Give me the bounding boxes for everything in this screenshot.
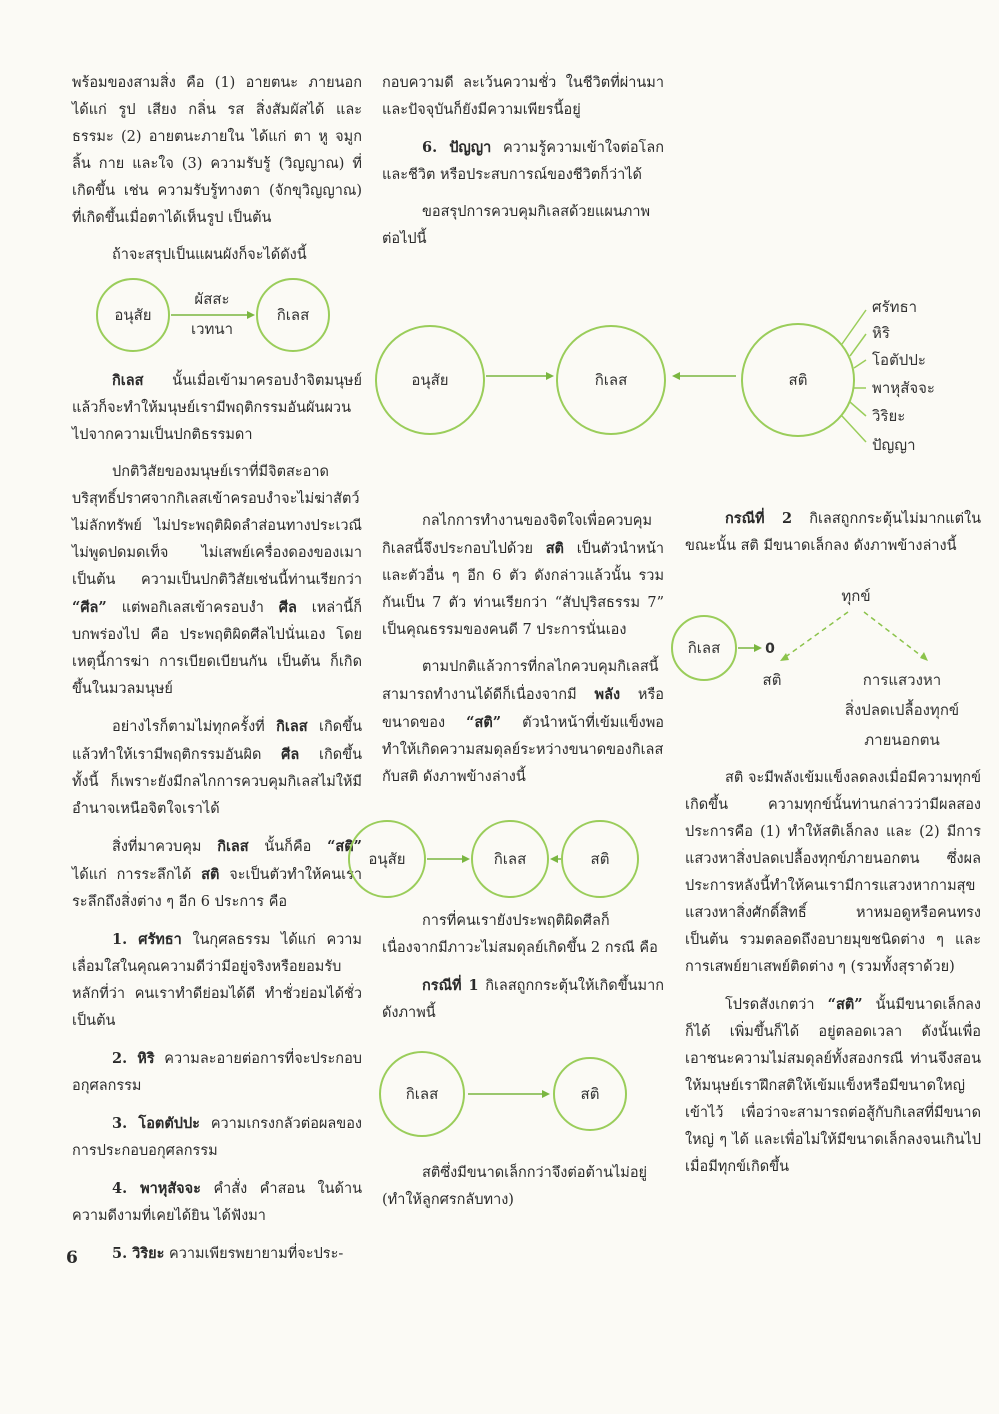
label-hiri: หิริ bbox=[872, 324, 890, 342]
paragraph bbox=[382, 972, 664, 1027]
bold-term: กรณีที่ 2 bbox=[725, 510, 793, 527]
label-kilesa: กิเลส bbox=[405, 1085, 439, 1103]
list-item bbox=[72, 1175, 362, 1230]
list-item bbox=[72, 1045, 362, 1100]
bold-term: พลัง bbox=[594, 686, 621, 703]
label-kilesa: กิเลส bbox=[687, 639, 721, 657]
arrow-head bbox=[542, 1090, 550, 1098]
label-relief: สิ่งปลดเปลื้องทุกข์ bbox=[844, 701, 960, 719]
paragraph bbox=[685, 765, 981, 981]
paragraph bbox=[72, 459, 362, 703]
column-middle-mid bbox=[382, 508, 664, 801]
text: กอบความดี ละเว้นความชั่ว ในชีวิตที่ผ่านมาและปัจจุบันก็ยังมีความเพียรนี้อยู่ bbox=[382, 75, 664, 118]
paragraph bbox=[685, 991, 981, 1181]
text: คำสั่ง คำสอน ในด้านความดีงามที่เคยได้ยิน ได้ฟังมา bbox=[72, 1181, 363, 1224]
dashed-line bbox=[864, 612, 924, 658]
label-viriya: วิริยะ bbox=[872, 407, 906, 425]
list-item bbox=[72, 1240, 362, 1268]
paragraph bbox=[72, 367, 362, 449]
label-anusai: อนุสัย bbox=[368, 850, 406, 868]
bold-term: “สติ” bbox=[466, 714, 502, 731]
ray-line bbox=[842, 416, 866, 442]
label-bahusacca: พาหุสัจจะ bbox=[872, 379, 935, 397]
bold-term: 6. ปัญญา bbox=[422, 139, 492, 156]
arrow-head bbox=[780, 653, 789, 661]
text: ถ้าจะสรุปเป็นแผนผังก็จะได้ดังนี้ bbox=[112, 247, 307, 263]
arrow-head bbox=[247, 311, 255, 319]
paragraph bbox=[72, 713, 362, 823]
bold-term: สติ bbox=[201, 866, 220, 883]
label-ottappa: โอตัปปะ bbox=[872, 351, 926, 369]
text: กิเลสถูกกระตุ้นไม่มากแต่ในขณะนั้น สติ มีขนาดเล็กลง ดังภาพข้างล่างนี้ bbox=[685, 511, 981, 554]
bold-term: กิเลส bbox=[217, 838, 249, 855]
paragraph bbox=[72, 242, 362, 269]
column-middle-lower bbox=[382, 908, 664, 1037]
text: ความละอายต่อการที่จะประกอบอกุศลกรรม bbox=[72, 1051, 362, 1094]
text: พร้อมของสามสิ่ง คือ (1) อายตนะ ภายนอก ได้แก่ รูป เสียง กลิ่น รส สิ่งสัมผัสได้ และ ธรรมะ (2) อายตนะภายใน ได้แก่ ตา หู จมูก ลิ้น กาย และใจ (3) ความรับรู้ (วิญญาณ) ที่เกิดขึ้น เช่น ความรับรู้ทางตา (จักขุวิญญาณ) ที่เกิดขึ้นเมื่อตาได้เห็นรูป เป็นต้น bbox=[72, 75, 362, 226]
label-seeking: การแสวงหา bbox=[862, 671, 942, 689]
text: กลไกการทำงานของจิตใจเพื่อควบคุมกิเลสนี้จึงประกอบไปด้วย bbox=[382, 513, 652, 557]
text: ขอสรุปการควบคุมกิเลสด้วยแผนภาพต่อไปนี้ bbox=[382, 204, 651, 247]
label-dukkha: ทุกข์ bbox=[841, 587, 871, 605]
bold-term: กิเลส bbox=[112, 372, 144, 389]
bold-term: 3. โอตตัปปะ bbox=[112, 1115, 200, 1132]
bold-term: 1. ศรัทธา bbox=[112, 931, 182, 948]
bold-term: กรณีที่ 1 bbox=[422, 977, 479, 994]
bold-term: สติ bbox=[545, 540, 564, 557]
dashed-line bbox=[784, 612, 848, 658]
paragraph bbox=[382, 199, 664, 253]
text: นั้นเมื่อเข้ามาครอบงำจิตมนุษย์ แล้วก็จะทำให้มนุษย์เรามีพฤติกรรมอันผันผวน ไปจากความเป็นปกติธรรมดา bbox=[72, 373, 362, 443]
label-phassa: ผัสสะ bbox=[194, 290, 230, 308]
label-sati: สติ bbox=[788, 371, 808, 389]
text: ตัวนำหน้าที่เข้มแข็งพอทำให้เกิดความสมดุลย์ระหว่างขนาดของกิเลส กับสติ ดังภาพข้างล่างนี้ bbox=[382, 715, 664, 785]
label-vedana: เวทนา bbox=[190, 320, 234, 338]
bold-term: “ศีล” bbox=[72, 599, 107, 616]
text: หรือขนาดของ bbox=[382, 687, 664, 731]
text: เกิดขึ้นแล้วทำให้เรามีพฤติกรรมอันผิด bbox=[72, 719, 362, 763]
paragraph bbox=[72, 70, 362, 232]
text: สติ จะมีพลังเข้มแข็งลดลงเมื่อมีความทุกข์เกิดขึ้น ความทุกข์นั้นท่านกล่าวว่ามีผลสองประการคือ (1) ทำให้สติเล็กลง และ (2) มีการแสวงหาสิ่งปลดเปลื้องทุกข์ภายนอกตน ซึ่งผลประการหลังนี้ทำให้คนเรามีการแสวงหากามสุข แสวงหาสิ่งศักดิ์สิทธิ์ หาหมอดูหรือคนทรง เป็นต้น รวมตลอดถึงอบายมุขชนิดต่าง ๆ และการเสพย์ยาเสพย์ติดต่าง ๆ (รวมทั้งสุราด้วย) bbox=[685, 770, 981, 975]
arrow-head bbox=[920, 652, 928, 661]
text: ในกุศลธรรม ได้แก่ ความเลื่อมใสในคุณความดีว่ามีอยู่จริงหรือยอมรับหลักที่ว่า คนเราทำดีย่อมได้ดี ทำชั่วย่อมได้ชั่ว เป็นต้น bbox=[72, 932, 362, 1029]
label-sati: สติ bbox=[580, 1085, 600, 1103]
label-external: ภายนอกตน bbox=[864, 731, 940, 749]
diagram-case2 bbox=[670, 576, 980, 756]
column-left bbox=[72, 70, 362, 1278]
text: กิเลสถูกกระตุ้นให้เกิดขึ้นมาก ดังภาพนี้ bbox=[382, 978, 665, 1021]
column-right-top bbox=[685, 505, 981, 570]
text: นั้นก็คือ bbox=[248, 839, 328, 855]
label-saddha: ศรัทธา bbox=[872, 298, 918, 316]
bold-term: 5. วิริยะ bbox=[112, 1245, 165, 1262]
list-item bbox=[72, 1110, 362, 1165]
arrow-head bbox=[546, 372, 554, 380]
bold-term: ศีล bbox=[281, 746, 300, 763]
bold-term: 4. พาหุสัจจะ bbox=[112, 1180, 201, 1197]
label-sati: สติ bbox=[590, 850, 610, 868]
paragraph bbox=[382, 908, 664, 962]
text: ตามปกติแล้วการที่กลไกควบคุมกิเลสนี้สามารถทำงานได้ดีก็เนื่องจากมี bbox=[382, 659, 659, 703]
arrow-head bbox=[462, 855, 470, 863]
text: อย่างไรก็ตามไม่ทุกครั้งที่ bbox=[112, 719, 277, 735]
label-panna: ปัญญา bbox=[872, 436, 916, 454]
arrow-head bbox=[550, 855, 558, 863]
text: ปกติวิสัยของมนุษย์เราที่มีจิตสะอาด บริสุทธิ์ปราศจากกิเลสเข้าครอบงำจะไม่ฆ่าสัตว์ ไม่ลักทรัพย์ ไม่ประพฤติผิดลำส่อนทางประเวณี ไม่พูดปดมดเท็จ ไม่เสพย์เครื่องดองของเมา เป็นต้น ความเป็นปกติวิสัยเช่นนี้ท่านเรียกว่า bbox=[72, 464, 362, 588]
paragraph bbox=[382, 654, 664, 791]
column-middle-bottom bbox=[382, 1160, 664, 1224]
text: ความเพียรพยายามที่จะประ- bbox=[164, 1246, 344, 1262]
label-anusai: อนุสัย bbox=[114, 306, 152, 324]
bold-term: “สติ” bbox=[327, 838, 363, 855]
diagram-case1 bbox=[378, 1052, 638, 1142]
diagram-sati-control bbox=[374, 288, 974, 468]
ray-line bbox=[854, 360, 866, 368]
column-right-lower bbox=[685, 765, 981, 1191]
text: เกิดขึ้น ทั้งนี้ ก็เพราะยังมีกลไกการควบคุมกิเลสไม่ให้มีอำนาจเหนือจิตใจเราได้ bbox=[72, 747, 362, 817]
label-zero: 0 bbox=[765, 641, 775, 657]
label-anusai: อนุสัย bbox=[411, 371, 449, 389]
label-sati: สติ bbox=[762, 671, 782, 689]
text: แต่พอกิเลสเข้าครอบงำ bbox=[106, 600, 279, 616]
paragraph bbox=[685, 505, 981, 560]
label-kilesa: กิเลส bbox=[276, 306, 310, 324]
column-middle-top bbox=[382, 70, 664, 263]
paragraph bbox=[382, 70, 664, 124]
diagram-balance bbox=[345, 818, 645, 898]
diagram-anusai-kilesa bbox=[95, 278, 335, 358]
text: สติซึ่งมีขนาดเล็กกว่าจึงต่อต้านไม่อยู่ (ทำให้ลูกศรกลับทาง) bbox=[382, 1165, 648, 1208]
text: ความเกรงกลัวต่อผลของการประกอบอกุศลกรรม bbox=[72, 1116, 362, 1159]
ray-line bbox=[850, 402, 866, 416]
paragraph bbox=[382, 508, 664, 644]
arrow-head bbox=[672, 372, 680, 380]
text: สิ่งที่มาควบคุม bbox=[112, 839, 218, 855]
text: จะเป็นตัวทำให้คนเราระลึกถึงสิ่งต่าง ๆ อีก 6 ประการ คือ bbox=[72, 867, 362, 910]
text: ความรู้ความเข้าใจต่อโลกและชีวิต หรือประสบการณ์ของชีวิตก็ว่าได้ bbox=[382, 140, 664, 183]
text: เป็นตัวนำหน้า และตัวอื่น ๆ อีก 6 ตัว ดังกล่าวแล้วนั้น รวมกันเป็น 7 ตัว ท่านเรียกว่า “สัปปุริสธรรม 7” เป็นคุณธรรมของคนดี 7 ประการนั่นเอง bbox=[382, 541, 664, 638]
paragraph bbox=[72, 833, 362, 916]
text: เหล่านี้ก็บกพร่องไป คือ ประพฤติผิดศีลไปนั่นเอง โดยเหตุนี้การฆ่า การเบียดเบียนกัน เป็นต้น ก็เกิดขึ้นในมวลมนุษย์ bbox=[72, 600, 362, 697]
bold-term: 2. หิริ bbox=[112, 1050, 155, 1067]
label-kilesa: กิเลส bbox=[594, 371, 628, 389]
bold-term: “สติ” bbox=[827, 996, 863, 1013]
page-number: 6 bbox=[66, 1248, 78, 1268]
bold-term: ศีล bbox=[278, 599, 297, 616]
text: นั้นมีขนาดเล็กลงก็ได้ เพิ่มขึ้นก็ได้ อยู่ตลอดเวลา ดังนั้นเพื่อเอาชนะความไม่สมดุลย์ทั้งสองกรณี ท่านจึงสอนให้มนุษย์เราฝึกสติให้เข้มแข็งหรือมีขนาดใหญ่เข้าไว้ เพื่อว่าจะสามารถต่อสู้กับกิเลสที่มีขนาดใหญ่ ๆ ได้ และเพื่อไม่ให้มีขนาดเล็กลงจนเกินไปเมื่อมีทุกข์เกิดขึ้น bbox=[685, 997, 981, 1175]
text: ได้แก่ การระลึกได้ bbox=[72, 867, 202, 883]
list-item bbox=[72, 926, 362, 1035]
paragraph bbox=[382, 1160, 664, 1214]
ray-line bbox=[850, 334, 866, 356]
text: การที่คนเรายังประพฤติผิดศีลก็เนื่องจากมีภาวะไม่สมดุลย์เกิดขึ้น 2 กรณี คือ bbox=[382, 913, 658, 956]
arrow-head bbox=[754, 644, 762, 652]
text: โปรดสังเกตว่า bbox=[725, 997, 828, 1013]
bold-term: กิเลส bbox=[276, 718, 308, 735]
label-kilesa: กิเลส bbox=[493, 850, 527, 868]
list-item bbox=[382, 134, 664, 189]
